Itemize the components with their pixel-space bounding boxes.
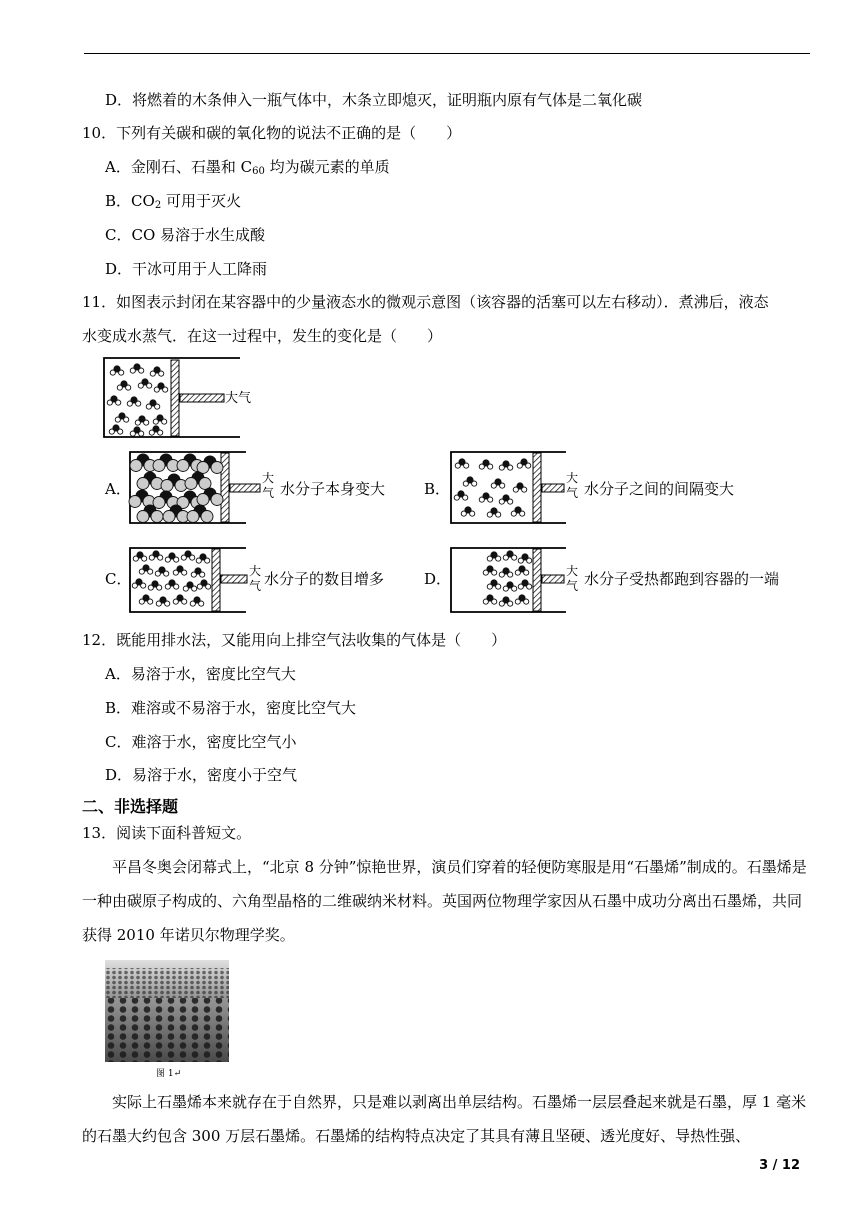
q11-option-d-text: 水分子受热都跑到容器的一端 (584, 570, 780, 588)
q11-stem-line1: 11．如图表示封闭在某容器中的少量液态水的微观示意图（该容器的活塞可以左右移动）．煮沸后，液态 (82, 293, 769, 311)
main-container-diagram (104, 358, 251, 437)
atm-v2: 气 (566, 486, 579, 500)
q13-paragraph-1: 平昌冬奥会闭幕式上，“北京 8 分钟”惊艳世界，演员们穿着的轻便防寒服是用“石墨烯”制成的。石墨烯是一种由碳原子构成的、六角型晶格的二维碳纳米材料。英国两位物理学家因从石墨中成功分离出石墨烯，共同获得 2010 年诺贝尔物理学奖。 (82, 858, 807, 944)
figure-caption: 图 1↵ (156, 1069, 182, 1079)
q11-option-a-diagram (129, 452, 274, 523)
q13-paragraph-2: 实际上石墨烯本来就存在于自然界，只是难以剥离出单层结构。石墨烯一层层叠起来就是石墨，厚 1 毫米的石墨大约包含 300 万层石墨烯。石墨烯的结构特点决定了其具有薄且坚硬、透光度好、导热性强、 (82, 1093, 807, 1145)
q13-stem: 13．阅读下面科普短文。 (82, 824, 252, 842)
atm-label: 大气 (225, 391, 252, 406)
atm-v1: 大 (566, 564, 579, 578)
q11-option-a-text: 水分子本身变大 (280, 480, 386, 498)
q11-option-d-letter: D． (424, 570, 452, 588)
atm-v1: 大 (262, 471, 275, 485)
q10-option-d: D．干冰可用于人工降雨 (105, 260, 268, 278)
page-number: 3 / 12 (759, 1158, 800, 1173)
q10-option-b: B．$CO_2$ 可用于灭火 (105, 192, 241, 211)
atm-v2: 气 (249, 579, 262, 593)
q12-option-d: D．易溶于水，密度小于空气 (105, 766, 298, 784)
q12-option-b: B．难溶或不易溶于水，密度比空气大 (105, 699, 357, 717)
q11-option-b-letter: B． (424, 480, 451, 498)
q11-stem-line2: 水变成水蒸气．在这一过程中，发生的变化是（ ） (82, 327, 443, 345)
graphene-figure (105, 960, 229, 1062)
q9-option-d: D．将燃着的木条伸入一瓶气体中，木条立即熄灭，证明瓶内原有气体是二氧化碳 (105, 91, 643, 109)
q11-option-a-letter: A． (105, 480, 131, 498)
q12-stem: 12．既能用排水法，又能用向上排空气法收集的气体是（ ） (82, 631, 507, 649)
q12-option-a: A．易溶于水，密度比空气大 (105, 665, 296, 683)
q11-option-c-text: 水分子的数目增多 (264, 570, 385, 588)
atm-v1: 大 (249, 564, 262, 578)
atm-v2: 气 (262, 486, 275, 500)
q11-option-c-diagram (130, 548, 261, 612)
q11-option-b-diagram (451, 452, 578, 523)
q11-option-b-text: 水分子之间的间隔变大 (584, 480, 735, 498)
section-heading: 二、非选择题 (82, 797, 179, 816)
q11-option-c-letter: C． (105, 570, 132, 588)
q11-option-d-diagram (451, 548, 578, 612)
q10-option-c: C．CO 易溶于水生成酸 (105, 226, 266, 244)
q12-option-c: C．难溶于水，密度比空气小 (105, 733, 297, 751)
atm-v1: 大 (566, 471, 579, 485)
q10-option-a: A．金刚石、石墨和 $C_{60}$ 均为碳元素的单质 (105, 158, 390, 177)
atm-v2: 气 (566, 579, 579, 593)
q10-stem: 10．下列有关碳和碳的氧化物的说法不正确的是（ ） (82, 124, 462, 142)
